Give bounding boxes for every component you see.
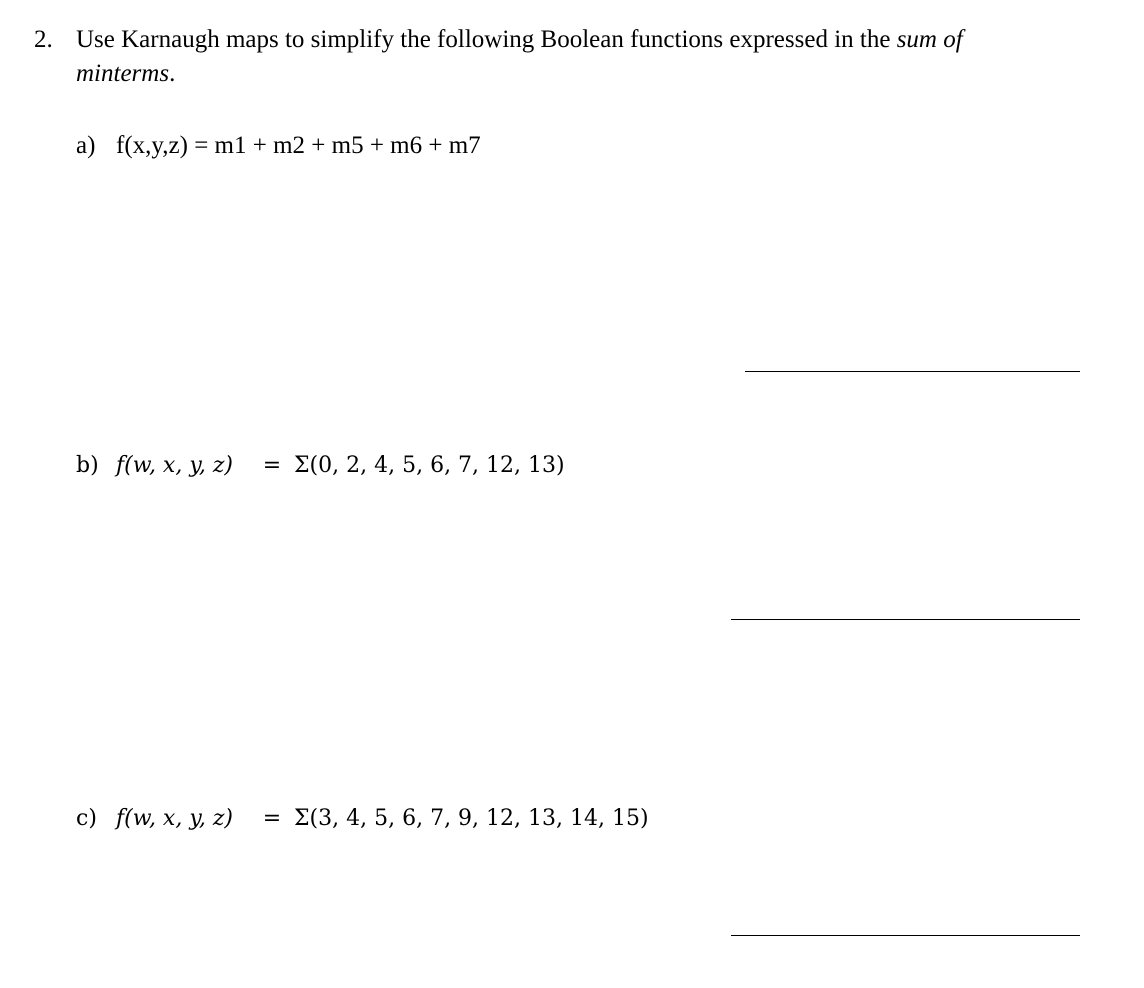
answer-line-c[interactable]	[731, 935, 1080, 936]
question-text-end: .	[169, 60, 176, 87]
part-c-function: f(w, x, y, z)	[116, 806, 233, 831]
part-a	[76, 128, 481, 164]
part-c	[76, 802, 649, 836]
part-c-equals: =	[262, 806, 282, 831]
answer-line-b[interactable]	[731, 619, 1080, 620]
part-c-label: c)	[76, 806, 97, 831]
part-a-label: a)	[76, 132, 96, 159]
question-text-line2	[76, 56, 175, 92]
part-c-sum: Σ(3, 4, 5, 6, 7, 9, 12, 13, 14, 15)	[294, 806, 649, 831]
part-b-sum: Σ(0, 2, 4, 5, 6, 7, 12, 13)	[294, 453, 565, 478]
question-text-italic-1: sum of	[896, 26, 963, 53]
part-b-label: b)	[76, 453, 99, 478]
part-b-equals: =	[262, 453, 282, 478]
answer-line-a[interactable]	[745, 371, 1080, 372]
question-text-main: Use Karnaugh maps to simplify the following Boolean functions expressed in the	[76, 26, 897, 53]
part-b-function: f(w, x, y, z)	[116, 453, 233, 478]
part-a-expression: f(x,y,z) = m1 + m2 + m5 + m6 + m7	[116, 132, 481, 159]
question-number: 2.	[34, 26, 53, 53]
question-text-italic-2: minterms	[76, 60, 170, 87]
question-text	[76, 22, 1086, 58]
part-b	[76, 449, 565, 483]
